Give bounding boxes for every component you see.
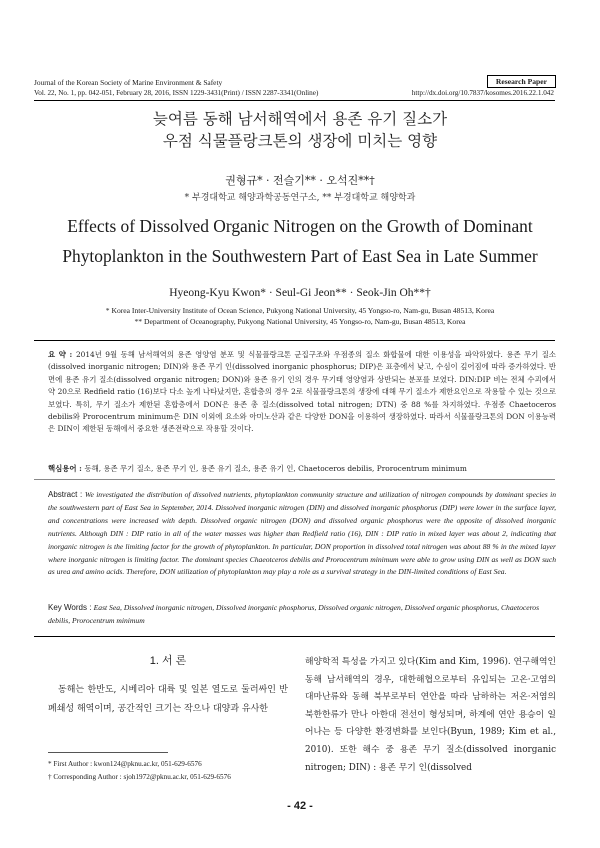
section-title-introduction: 1. 서 론 <box>149 655 187 667</box>
korean-keywords-text: 동해, 용존 무기 질소, 용존 무기 인, 용존 유기 질소, 용존 유기 인, Chaetoceros debilis, Prorocentrum minimum <box>84 464 467 473</box>
abstract-divider <box>34 479 555 480</box>
korean-affiliation: * 부경대학교 해양과학공동연구소, ** 부경대학교 해양학과 <box>184 193 416 203</box>
english-affiliation-line1: * Korea Inter-University Institute of Ocean Science, Pukyong National University, 45 Yongso-ro, Nam-gu, Busan 48513, Korea <box>105 306 495 315</box>
korean-title-line2: 우점 식물플랑크톤의 생장에 미치는 영향 <box>162 132 438 150</box>
english-keywords-text: East Sea, Dissolved inorganic nitrogen, Dissolved inorganic phosphorus, Dissolved organic nitrogen, Dissolved organic phosphorus, Chaetoceros debilis, Prorocentrum minimum <box>48 603 540 625</box>
english-keywords-label: Key Words : <box>48 603 94 612</box>
english-abstract-label: Abstract : <box>48 490 85 499</box>
english-affiliation-line2: ** Department of Oceanography, Pukyong National University, 45 Yongso-ro, Nam-gu, Busan 48513, Korea <box>134 317 466 326</box>
english-title-line1: Effects of Dissolved Organic Nitrogen on the Growth of Dominant <box>67 216 533 236</box>
english-affiliation <box>0 305 600 327</box>
header-rule <box>34 100 555 101</box>
research-paper-badge: Research Paper <box>487 75 556 88</box>
doi-link[interactable]: http://dx.doi.org/10.7837/kosomes.2016.22.1.042 <box>411 89 554 97</box>
footnote-first-author: * First Author : kwon124@pknu.ac.kr, 051-629-6576 <box>48 760 202 768</box>
korean-keywords <box>48 463 556 474</box>
introduction-left-text: 동해는 한반도, 시베리아 대륙 및 일본 열도로 둘러싸인 반폐쇄성 해역이며, 공간적인 크기는 작으나 대양과 유사한 <box>48 685 288 714</box>
journal-name: Journal of the Korean Society of Marine Environment & Safety <box>34 78 223 87</box>
volume-info: Vol. 22, No. 1, pp. 042-051, February 28, 2016, ISSN 1229-3431(Print) / ISSN 2287-3341(Online) <box>34 89 319 97</box>
footnote-rule <box>48 752 168 753</box>
korean-abstract-text: 2014년 9월 동해 남서해역의 용존 영양염 분포 및 식물플랑크톤 군집구조와 우점종의 질소 화합물에 대한 이용성을 파악하였다. 용존 무기 질소(dissolved inorganic nitrogen; DIN)와 용존 무기 인(dissolved inorganic phosphorus; DIP)은 표층에서 낮고, 수심이 깊어짐에 따라 증가하였다. 반면에 용존 유기 질소(dissolved organic nitrogen; DON)와 용존 유기 인의 경우 무기태 영양염과 상반되는 분포를 보였다. DIN:DIP 비는 전체 수괴에서 약 20으로 Redfield ratio (16)보다 다소 높게 나타났지만, 혼합층의 경우 2로 식물플랑크톤의 생장에 대해 무기 질소가 제한요인으로 작용할 수 있는 것으로 보였다. 특히, 무기 질소가 제한된 혼합층에서 DON은 용존 총 질소(dissolved total nitrogen; DTN) 중 88 %를 차지하였다. 우점종 Chaetoceros debilis와 Prorocentrum minimum은 DIN 이외에 요소와 아미노산과 같은 다양한 DON을 이용하여 생장하였다. 따라서 식물플랑크톤의 DON 이용능력은 DIN이 제한된 동해에서 중요한 생존전략으로 작용할 것이다. <box>48 350 556 434</box>
english-authors: Hyeong-Kyu Kwon* · Seul-Gi Jeon** · Seok-Jin Oh**† <box>169 287 431 299</box>
volume-line <box>34 89 554 97</box>
korean-keywords-label: 핵심용어 : <box>48 464 85 473</box>
korean-authors: 권형규* · 전슬기** · 오석진**† <box>225 174 375 187</box>
body-right-column: 해양학적 특성을 가지고 있다(Kim and Kim, 1996). 연구해역인 동해 남서해역의 경우, 대한해협으로부터 유입되는 고온·고염의 대마난류와 동해 북부로부터 연안을 따라 남하하는 저온·저염의 북한한류가 만나 아한대 전선이 형성되며, 하계에 연안 용승이 일어나는 등 다양한 환경변화를 보인다(Byun, 1989; Kim et al., 2010). 또한 해수 중 용존 무기 질소(dissolved inorganic nitrogen; DIN) : 용존 무기 인(dissolved <box>305 657 556 773</box>
abstract-bottom-rule <box>34 636 555 637</box>
korean-abstract <box>48 349 556 436</box>
korean-title-line1: 늦여름 동해 남서해역에서 용존 유기 질소가 <box>152 110 448 128</box>
english-keywords <box>48 602 556 628</box>
korean-abstract-label: 요 약 : <box>48 350 76 359</box>
page-number: - 42 - <box>287 800 313 812</box>
english-title-line2: Phytoplankton in the Southwestern Part of East Sea in Late Summer <box>62 246 538 266</box>
footnote-corresponding-author: † Corresponding Author : sjoh1972@pknu.ac.kr, 051-629-6576 <box>48 773 231 781</box>
english-abstract-text: We investigated the distribution of dissolved nutrients, phytoplankton community structure and utilization of nitrogen compounds by dominant species in the southwestern part of East Sea in September, 2014. Dissolved inorganic nitrogen (DIN) and dissolved inorganic phosphorus (DIP) were lower in the surface layer, and concentrations were increased with depth. Dissolved organic nitrogen (DON) and dissolved organic phosphorus were the opposite of dissolved inorganic nutrients. Although DIN : DIP ratio in all of the water masses was higher than Redfield ratio (16), DIN : DIP ratio in mixed layer was about 2, indicating that inorganic nitrogen is the limiting factor for the growth of phytoplankton. In particular, DON proportion in dissolved total nitrogen was about 88 % in the mixed layer where inorganic nitrogen is limiting factor. The dominant species Chaeotceros debilis and Prorocentrum minimum were able to grow using DIN as well as DON such as urea and amino acids. Therefore, DON utilization of phytoplankton may play a role as a survival strategy in the DIN-limited conditions of East Sea. <box>48 490 556 577</box>
abstract-top-rule <box>34 340 555 341</box>
body-left-column <box>48 681 288 718</box>
english-abstract <box>48 489 556 579</box>
english-title <box>0 211 600 271</box>
korean-title <box>0 108 600 152</box>
